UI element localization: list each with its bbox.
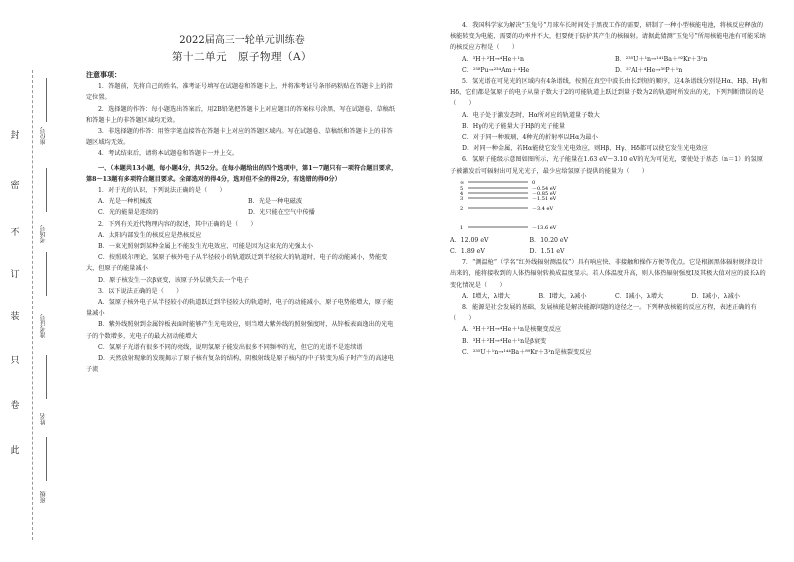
level-n-label: 2 <box>460 205 464 212</box>
question-stem: 3．以下说法正确的是（ ） <box>98 287 183 295</box>
question-option: B．Hγ的光子能量大于Hβ的光子能量 <box>462 122 566 130</box>
question-option: A．太阳内部发生的核反应是热核反应 <box>98 231 202 239</box>
q6-options <box>450 246 768 257</box>
exam-room-label: 考场号 <box>40 225 47 243</box>
binding-char: 卷 <box>10 401 20 411</box>
q6-option: C．1.89 eV <box>450 248 485 256</box>
class-label: 班级 <box>40 491 47 503</box>
question-stem: 8．能源是社会发展的基础，发展核能是解决能源问题的途径之一。下列释放核能的反应方程，表述正确的有（ ） <box>450 304 757 323</box>
binding-margin <box>0 0 60 562</box>
level-n-label: ∞ <box>460 179 465 186</box>
right-question-list <box>450 20 768 177</box>
question-option: B．紫外线照射到金属锌板表面时能够产生光电效应，则当增大紫外线的照射强度时，从锌板表面逸出的光电子的个数增多，光电子的最大初动能增大 <box>86 321 394 340</box>
question-stem: 7．“测温枪”（学名“红外线辐射测温仪”）具有响应快、非接触和操作方便等优点。它是根据黑体辐射规律设计出来的，能将接收到的人体热辐射转换成温度显示。若人体温度升高，则人体热辐射强度I及其极大值对应的波长λ的变化情况是（ ） <box>450 259 766 289</box>
question-option: D．光只能在空气中传播 <box>248 209 315 217</box>
question-option: C．对于同一种玻璃，4种光的折射率以Hα为最小 <box>462 134 598 142</box>
section-heading: 一、（本题共13小题，每小题4分，共52分。在每小题给出的四个选项中，第1～7题只有一项符合题目要求，第8～13题有多项符合题目要求。全部选对的得4分，选对但不全的得2分，有选错的得0分） <box>86 164 398 183</box>
exam-room-line <box>46 168 47 212</box>
q6-option: A．12.09 eV <box>450 236 489 244</box>
level-energy-label: －0.85 eV <box>532 190 557 197</box>
note-item: 1．答题前，先将自己的姓名、准考证号填写在试题卷和答题卡上，并将准考证号条形码粘贴在答题卡上的指定位置。 <box>86 83 393 102</box>
question-option: D．对同一种金属，若Hα能使它发生光电效应，则Hβ、Hγ、Hδ都可以使它发生光电效应 <box>462 145 708 153</box>
question-option: C．光的能量是连续的 <box>98 209 159 217</box>
right-column <box>450 20 768 358</box>
note-item: 2．选择题的作答：每小题选出答案后，用2B铅笔把答题卡上对应题目的答案标号涂黑，写在试题卷、草稿纸和答题卡上的非答题区域均无效。 <box>86 105 396 124</box>
level-energy-label: －1.51 eV <box>532 195 557 202</box>
name-label: 姓名 <box>40 413 47 425</box>
binding-char: 封 <box>10 131 20 141</box>
exam-title: 2022届高三一轮单元训练卷 <box>179 35 305 46</box>
level-n-label: 5 <box>460 185 464 192</box>
level-energy-label: －0.54 eV <box>532 185 557 192</box>
question-stem: 5．氢光谱在可见光的区域内有4条谱线，按照在真空中波长由长到短的顺序，这4条谱线分别是Hα、Hβ、Hγ和Hδ，它们都是氢原子的电子从量子数大于2的可能轨道上跃迁到量子数为2的轨道时所发出的光，下列判断错误的是（ ） <box>450 78 768 108</box>
question-option: C．²³⁵U＋¹n→¹⁴⁴Ba＋⁸⁹Kr＋3¹n是核裂变反应 <box>462 348 592 356</box>
name-line <box>46 355 47 399</box>
left-column <box>86 20 398 375</box>
seat-number-line <box>46 78 47 122</box>
option-row <box>450 65 768 76</box>
question-option: D．I减小，λ减小 <box>691 292 740 300</box>
binding-char: 此 <box>10 446 20 456</box>
question-option: C．氢原子光谱有很多不同的亮线，说明氢原子能发出很多不同频率的光，但它的光谱不是连续谱 <box>98 343 363 351</box>
note-item: 4．考试结束后，请将本试题卷和答题卡一并上交。 <box>98 150 239 158</box>
note-item: 3．非选择题的作答：用签字笔直接答在答题卡上对应的答题区域内。写在试题卷、草稿纸和答题卡上的非答题区域均无效。 <box>86 128 393 147</box>
question-option: C．²³⁸Pu→²³⁴Am＋⁴He <box>462 66 530 74</box>
energy-level-diagram <box>450 177 768 235</box>
right-question-list-2 <box>450 257 768 358</box>
left-question-list <box>86 185 398 375</box>
level-energy-label: －13.6 eV <box>532 224 557 231</box>
question-option: D．原子核发生一次β衰变，该原子外层就失去一个电子 <box>98 276 249 284</box>
level-n-label: 1 <box>460 224 464 231</box>
level-energy-label: 0 <box>532 179 536 186</box>
q6-option: D．1.51 eV <box>529 248 565 256</box>
question-option: B．I增大，λ减小 <box>538 292 587 300</box>
option-row <box>450 54 768 65</box>
seat-number-label: 座位号 <box>40 127 47 145</box>
question-stem: 6．氢原子能级示意图如图所示，光子能量在1.63 eV～3.10 eV的光为可见光，要使处于基态（n＝1）的氢原子被激发后可辐射出可见光光子，最少应给氢原子提供的能量为（ ） <box>450 156 763 175</box>
notes-heading: 注意事项： <box>86 70 121 79</box>
level-n-label: 3 <box>460 195 464 202</box>
question-stem: 2．下列有关近代物理内容的叙述，其中正确的是（ ） <box>98 220 257 228</box>
question-option: C．按照玻尔理论，氢原子核外电子从半径较小的轨道跃迁到半径较大的轨道时，电子的动能减小，势能变大，但原子的能量减小 <box>86 254 388 273</box>
question-option: B．²³⁵U＋¹n→¹⁴¹Ba＋⁹²Kr＋3¹n <box>615 55 708 63</box>
binding-char: 只 <box>10 356 20 366</box>
binding-char: 密 <box>10 181 20 191</box>
question-option: B．³H＋²H→⁴He＋¹n是β衰变 <box>462 337 547 345</box>
unit-subtitle: 第十二单元 原子物理（A） <box>171 51 313 63</box>
question-option: B．一束光照射到某种金属上不能发生光电效应，可能是因为这束光的光强太小 <box>98 243 313 251</box>
ticket-number-label: 准考证号 <box>40 314 47 338</box>
binding-char: 订 <box>10 270 20 280</box>
question-option: A．电子处于激发态时，Hα所对应的轨道量子数大 <box>462 111 600 119</box>
energy-level-svg <box>450 177 768 235</box>
question-stem: 4．我国科学家为解决“玉兔号”月球车长时间处于黑夜工作的需要，研制了一种小型核能电池，将核反应释放的核能转变为电能，需要的功率并不大，但要便于防护其产生的核辐射。请据此猜测“玉兔号”所用核能电池有可能采纳的核反应方程是（ ） <box>450 22 766 52</box>
binding-char: 不 <box>10 228 20 238</box>
question-option: A．氢原子核外电子从半径较小的轨道跃迁到半径较大的轨道时，电子的动能减小，原子电势能增大，原子能量减小 <box>86 299 394 318</box>
q6-options <box>450 235 768 246</box>
class-line <box>46 437 47 481</box>
question-option: A．³H＋²H→⁴He＋¹n是核聚变反应 <box>462 326 562 334</box>
level-energy-label: －3.4 eV <box>532 205 554 212</box>
level-n-label: 4 <box>460 190 464 197</box>
ticket-number-line <box>46 252 47 296</box>
question-option: A．I增大，λ增大 <box>462 292 510 300</box>
binding-char: 装 <box>10 312 20 322</box>
option-row <box>86 196 398 207</box>
question-stem: 1．对于光的认识，下列说法正确的是（ ） <box>98 187 226 195</box>
question-option: B．光是一种电磁波 <box>248 198 303 206</box>
binding-dashed-line <box>32 70 33 540</box>
question-option: C．I减小，λ增大 <box>615 292 664 300</box>
option-row <box>86 207 398 218</box>
question-option: A．光是一种机械波 <box>98 198 152 206</box>
question-option: D．天然放射现象的发现揭示了原子核有复杂的结构，阴极射线是原子核内的中子转变为质子时产生的高速电子流 <box>86 355 394 374</box>
question-option: D．²⁷Al＋⁴He→³⁰P＋¹n <box>615 66 683 74</box>
option-row <box>450 291 768 302</box>
q6-option: B．10.20 eV <box>529 236 569 244</box>
question-option: A．³H＋²H→⁴He＋¹n <box>462 55 524 63</box>
